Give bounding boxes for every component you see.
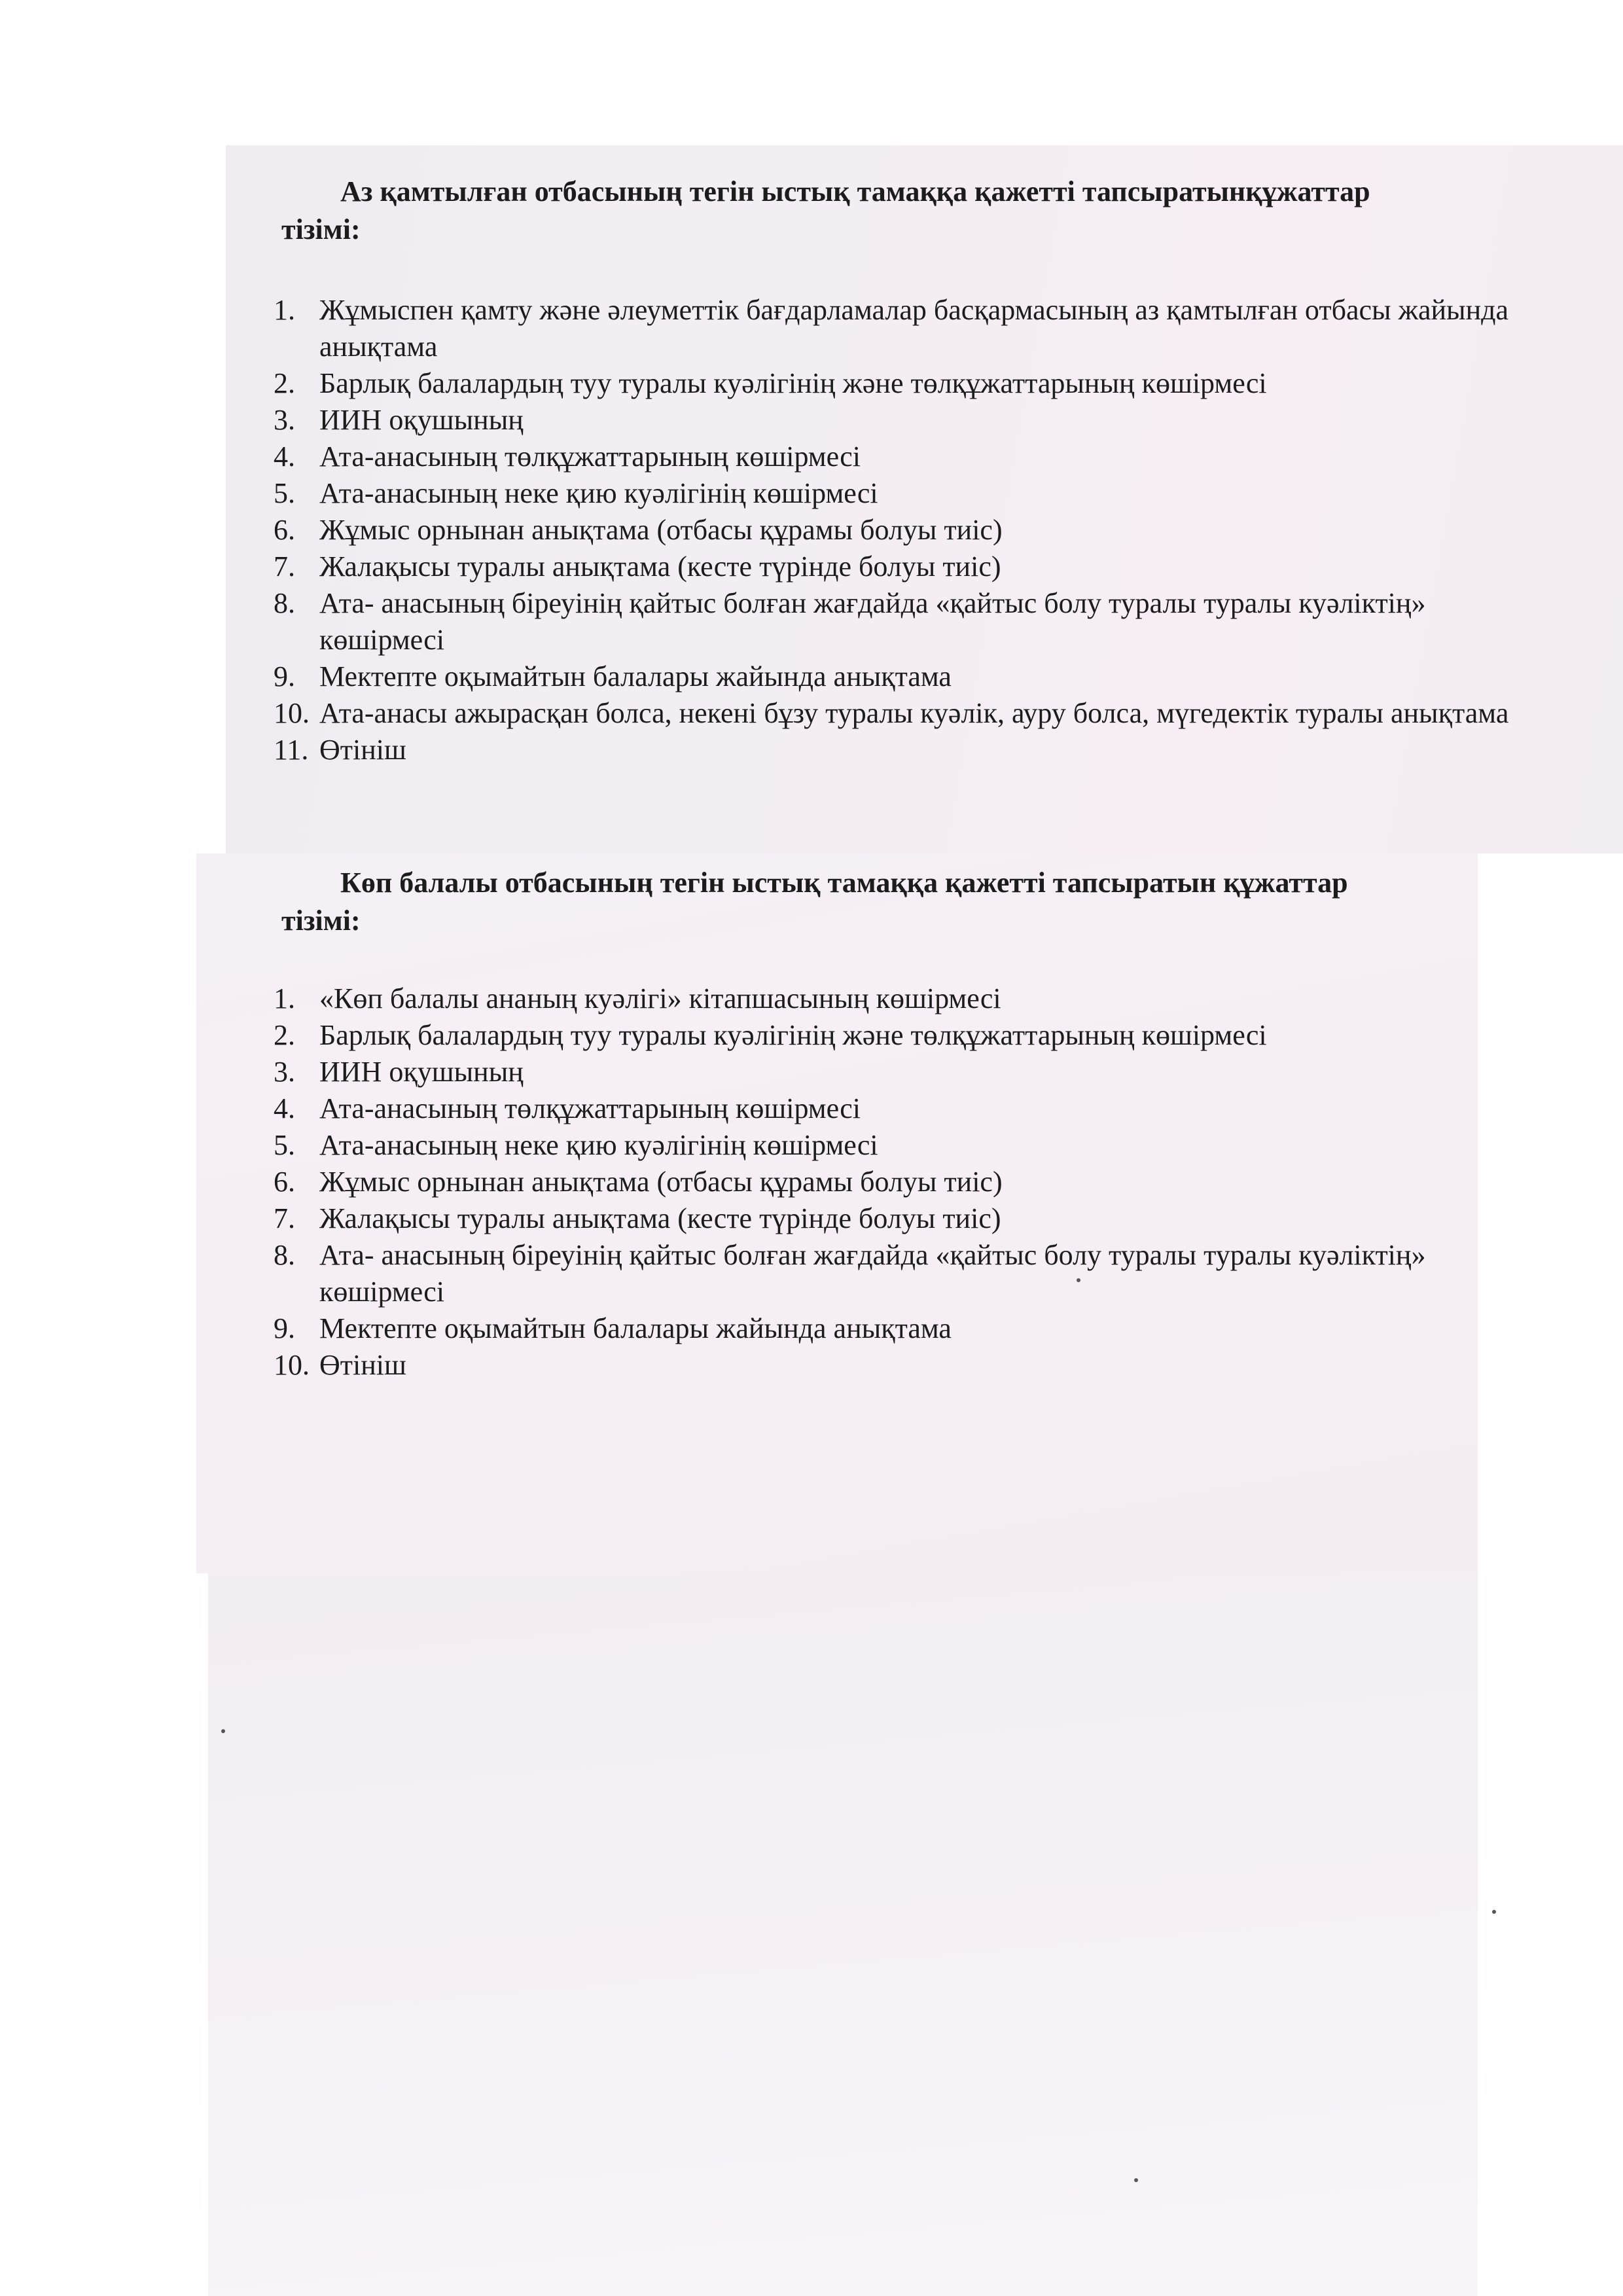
list-item-number: 4.	[274, 440, 295, 473]
list-item-text: Ата- анасының біреуінің қайтыс болған жағдайда «қайтыс болу туралы туралы куәліктің» көшірмесі	[319, 1239, 1426, 1308]
list-item	[274, 1237, 1550, 1310]
list-item	[274, 585, 1550, 658]
list-item-text: Ата-анасының төлқұжаттарының көшірмесі	[319, 1092, 861, 1124]
list-item-text: Өтініш	[319, 1349, 406, 1381]
list-item	[274, 695, 1550, 732]
list-item-number: 1.	[274, 294, 295, 326]
section1-title-line2: тізімі:	[281, 213, 361, 245]
list-item-number: 10.	[274, 1349, 310, 1381]
list-item	[274, 475, 1550, 512]
list-item-number: 6.	[274, 514, 295, 546]
list-item-text: Жұмыс орнынан анықтама (отбасы құрамы болуы тиіс)	[319, 1166, 1003, 1198]
list-item-number: 3.	[274, 404, 295, 436]
list-item-number: 2.	[274, 367, 295, 399]
list-item-text: Барлық балалардың туу туралы куәлігінің және төлқұжаттарының көшірмесі	[319, 1019, 1267, 1051]
list-item	[274, 1127, 1550, 1164]
paper-tint-bottom	[208, 1573, 1478, 2296]
section1-title	[281, 173, 1577, 249]
list-item-number: 5.	[274, 477, 295, 509]
list-item-number: 10.	[274, 697, 310, 729]
section2-document-list	[274, 980, 1550, 1384]
section2-title	[281, 864, 1577, 940]
list-item-text: Ата-анасының төлқұжаттарының көшірмесі	[319, 440, 861, 473]
list-item-text: Ата- анасының біреуінің қайтыс болған жағдайда «қайтыс болу туралы туралы куәліктің» көшірмесі	[319, 587, 1426, 656]
list-item-number: 9.	[274, 660, 295, 692]
list-item	[274, 512, 1550, 548]
paper-edge	[0, 2160, 208, 2296]
list-item-text: Ата-анасының неке қию куәлігінің көшірмесі	[319, 477, 878, 509]
scan-speck	[221, 1729, 225, 1733]
scan-speck	[1134, 2178, 1138, 2182]
list-item	[274, 1017, 1550, 1054]
list-item-number: 5.	[274, 1129, 295, 1161]
list-item-number: 3.	[274, 1056, 295, 1088]
list-item-number: 7.	[274, 550, 295, 583]
list-item-number: 6.	[274, 1166, 295, 1198]
list-item-number: 8.	[274, 1239, 295, 1271]
scan-speck	[1492, 1910, 1496, 1914]
section2-title-line1: Көп балалы отбасының тегін ыстық тамаққа қажетті тапсыратын құжаттар	[340, 867, 1348, 899]
list-item	[274, 1164, 1550, 1200]
list-item-text: Жұмыс орнынан анықтама (отбасы құрамы болуы тиіс)	[319, 514, 1003, 546]
list-item	[274, 1347, 1550, 1384]
list-item-text: Ата-анасының неке қию куәлігінің көшірмесі	[319, 1129, 878, 1161]
list-item-number: 1.	[274, 982, 295, 1014]
list-item-number: 9.	[274, 1312, 295, 1344]
section2-title-line2: тізімі:	[281, 905, 361, 937]
list-item	[274, 548, 1550, 585]
list-item	[274, 402, 1550, 439]
list-item	[274, 1090, 1550, 1127]
list-item-number: 2.	[274, 1019, 295, 1051]
list-item-text: Өтініш	[319, 734, 406, 766]
list-item-number: 7.	[274, 1202, 295, 1234]
list-item	[274, 365, 1550, 402]
list-item-text: Ата-анасы ажырасқан болса, некені бұзу туралы куәлік, ауру болса, мүгедектік туралы анықтама	[319, 697, 1509, 729]
list-item	[274, 1310, 1550, 1347]
list-item	[274, 732, 1550, 768]
list-item-text: Мектепте оқымайтын балалары жайында анықтама	[319, 660, 952, 692]
list-item	[274, 658, 1550, 695]
list-item-text: Жұмыспен қамту және әлеуметтік бағдарламалар басқармасының аз қамтылған отбасы жайында анықтама	[319, 294, 1509, 363]
list-item	[274, 1054, 1550, 1090]
list-item-number: 11.	[274, 734, 309, 766]
list-item-number: 8.	[274, 587, 295, 619]
list-item	[274, 439, 1550, 475]
list-item-text: Жалақысы туралы анықтама (кесте түрінде болуы тиіс)	[319, 550, 1001, 583]
list-item-number: 4.	[274, 1092, 295, 1124]
list-item-text: «Көп балалы ананың куәлігі» кітапшасының көшірмесі	[319, 982, 1001, 1014]
section1-title-line1: Аз қамтылған отбасының тегін ыстық тамаққа қажетті тапсыратынқұжаттар	[340, 175, 1370, 207]
list-item	[274, 1200, 1550, 1237]
list-item-text: Жалақысы туралы анықтама (кесте түрінде болуы тиіс)	[319, 1202, 1001, 1234]
list-item	[274, 292, 1550, 365]
list-item-text: ИИН оқушының	[319, 1056, 524, 1088]
list-item-text: ИИН оқушының	[319, 404, 524, 436]
list-item-text: Мектепте оқымайтын балалары жайында анықтама	[319, 1312, 952, 1344]
list-item-text: Барлық балалардың туу туралы куәлігінің және төлқұжаттарының көшірмесі	[319, 367, 1267, 399]
list-item	[274, 980, 1550, 1017]
section1-document-list	[274, 292, 1550, 768]
